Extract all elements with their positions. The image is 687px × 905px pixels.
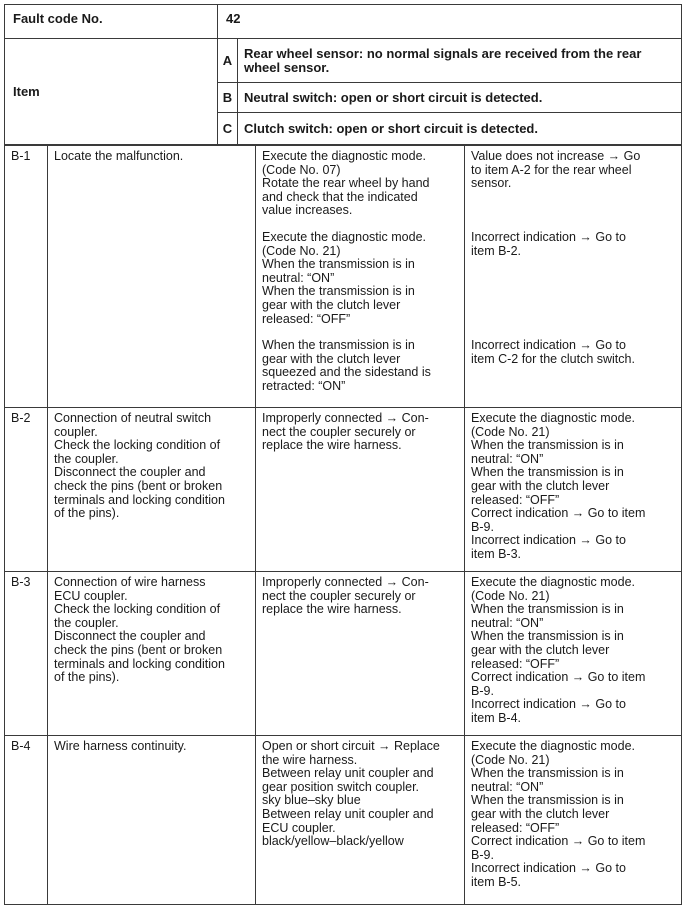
result-action-line: B-9. [471, 683, 494, 698]
item-c-line: Clutch switch: open or short circuit is detected. [244, 120, 538, 136]
description-line: of the pins). [54, 670, 120, 685]
check-procedure-line: value increases. [262, 203, 353, 218]
description-line: of the pins). [54, 506, 120, 521]
diagnostic-steps-table [4, 145, 682, 905]
result-action-block [471, 576, 675, 726]
item-description-c [238, 113, 682, 145]
result-action-block [471, 740, 675, 890]
result-action-line: item B-2. [471, 243, 522, 258]
check-procedure-block [262, 231, 458, 326]
description-line: coupler. [54, 424, 98, 439]
check-procedure-block [262, 576, 458, 617]
item-letter-b: B [218, 83, 238, 113]
step-code: B-2 [5, 408, 48, 572]
check-procedure-line: sky blue–sky blue [262, 793, 361, 808]
check-procedure [256, 572, 465, 736]
result-action [465, 146, 682, 408]
step-description [48, 146, 256, 408]
result-action-line: B-9. [471, 519, 494, 534]
check-procedure-block [262, 740, 458, 849]
description-line: Connection of neutral switch [54, 411, 212, 425]
result-action-line: sensor. [471, 176, 512, 191]
result-action-line: Incorrect indication → Go to [471, 230, 626, 244]
check-procedure-block [262, 412, 458, 453]
fault-code-header-table [4, 4, 682, 145]
check-procedure-line: gear with the clutch lever [262, 351, 401, 366]
result-action-block [471, 150, 675, 218]
description-line: Disconnect the coupler and [54, 465, 206, 480]
result-action-line: item C-2 for the clutch switch. [471, 351, 635, 366]
check-procedure-line: replace the wire harness. [262, 438, 402, 453]
result-action-block [471, 412, 675, 562]
result-action-block [471, 339, 675, 393]
step-code: B-3 [5, 572, 48, 736]
check-procedure-line: retracted: “ON” [262, 378, 346, 393]
description-line: check the pins (bent or broken [54, 642, 223, 657]
item-b-line: Neutral switch: open or short circuit is detected. [244, 89, 543, 105]
check-procedure-block [262, 150, 458, 218]
step-code: B-4 [5, 736, 48, 905]
result-action-line: Correct indication → Go to item [471, 834, 646, 849]
check-procedure-line: nect the coupler securely or [262, 588, 416, 603]
result-action-line: Incorrect indication → Go to [471, 533, 626, 548]
result-action-line: released: “OFF” [471, 492, 560, 507]
check-procedure-line: (Code No. 07) [262, 162, 341, 177]
result-action-line: to item A-2 for the rear wheel [471, 162, 632, 177]
result-action-line: When the transmission is in [471, 438, 624, 453]
step-description [48, 408, 256, 572]
check-procedure-line: Execute the diagnostic mode. [262, 229, 426, 244]
step-description [48, 572, 256, 736]
item-label: Item [5, 39, 218, 145]
check-procedure-line: gear with the clutch lever [262, 297, 401, 312]
result-action-line: (Code No. 21) [471, 752, 550, 767]
check-procedure-line: Rotate the rear wheel by hand [262, 176, 430, 191]
result-action-line: When the transmission is in [471, 602, 624, 617]
description-line: the coupler. [54, 451, 119, 466]
check-procedure-line: the wire harness. [262, 752, 358, 767]
check-procedure-line: (Code No. 21) [262, 243, 341, 258]
description-line: terminals and locking condition [54, 656, 225, 671]
result-action-line: released: “OFF” [471, 656, 560, 671]
result-action-line: Incorrect indication → Go to [471, 338, 626, 353]
check-procedure [256, 408, 465, 572]
table-row [5, 408, 682, 572]
description-line: Wire harness continuity. [54, 739, 187, 753]
step-code: B-1 [5, 146, 48, 408]
result-action-line: (Code No. 21) [471, 588, 550, 603]
step-description [48, 736, 256, 905]
result-action-line: Execute the diagnostic mode. [471, 739, 635, 753]
check-procedure-line: squeezed and the sidestand is [262, 365, 431, 380]
result-action-line: gear with the clutch lever [471, 478, 610, 493]
check-procedure-line: Improperly connected → Con- [262, 411, 429, 425]
result-action-line: (Code No. 21) [471, 424, 550, 439]
result-action-line: neutral: “ON” [471, 779, 544, 794]
result-action-line: item B-3. [471, 546, 522, 561]
check-procedure-line: gear position switch coupler. [262, 779, 420, 794]
result-action-line: Execute the diagnostic mode. [471, 575, 635, 589]
item-a-line: Rear wheel sensor: no normal signals are received from the rear [244, 45, 642, 61]
result-action-line: Correct indication → Go to item [471, 670, 646, 685]
fault-code-label: Fault code No. [5, 5, 218, 39]
result-action-line: Incorrect indication → Go to [471, 861, 626, 876]
check-procedure-line: nect the coupler securely or [262, 424, 416, 439]
check-procedure-line: ECU coupler. [262, 820, 336, 835]
description-line: the coupler. [54, 615, 119, 630]
result-action-line: item B-5. [471, 874, 522, 889]
check-procedure-line: Between relay unit coupler and [262, 806, 434, 821]
result-action [465, 408, 682, 572]
table-row [5, 572, 682, 736]
table-row [5, 146, 682, 408]
check-procedure-line: Open or short circuit → Replace [262, 739, 440, 753]
result-action-line: When the transmission is in [471, 629, 624, 644]
check-procedure-line: Between relay unit coupler and [262, 766, 434, 781]
check-procedure-line: and check that the indicated [262, 189, 418, 204]
result-action-line: When the transmission is in [471, 465, 624, 480]
result-action-line: When the transmission is in [471, 793, 624, 808]
check-procedure-line: replace the wire harness. [262, 602, 402, 617]
result-action-line: item B-4. [471, 710, 522, 725]
description-line: check the pins (bent or broken [54, 478, 223, 493]
check-procedure-line: When the transmission is in [262, 284, 415, 299]
item-description-a [238, 39, 682, 83]
result-action-line: Correct indication → Go to item [471, 506, 646, 521]
description-line: Check the locking condition of [54, 602, 221, 617]
check-procedure-line: When the transmission is in [262, 257, 415, 272]
result-action-line: neutral: “ON” [471, 615, 544, 630]
check-procedure-line: neutral: “ON” [262, 270, 335, 285]
description-line: terminals and locking condition [54, 492, 225, 507]
result-action-line: Incorrect indication → Go to [471, 697, 626, 712]
check-procedure-block [262, 339, 458, 393]
item-a-line: wheel sensor. [244, 59, 330, 75]
item-letter-c: C [218, 113, 238, 145]
result-action-block [471, 231, 675, 326]
check-procedure-line: Execute the diagnostic mode. [262, 149, 426, 163]
result-action-line: gear with the clutch lever [471, 806, 610, 821]
diagnostic-table-page [4, 4, 681, 905]
result-action-line: gear with the clutch lever [471, 642, 610, 657]
description-line: Disconnect the coupler and [54, 629, 206, 644]
check-procedure [256, 146, 465, 408]
result-action-line: released: “OFF” [471, 820, 560, 835]
description-line: ECU coupler. [54, 588, 128, 603]
description-line: Check the locking condition of [54, 438, 221, 453]
result-action-line: Execute the diagnostic mode. [471, 411, 635, 425]
result-action-line: B-9. [471, 847, 494, 862]
check-procedure-line: released: “OFF” [262, 311, 351, 326]
result-action-line: neutral: “ON” [471, 451, 544, 466]
result-action-line: Value does not increase → Go [471, 149, 641, 163]
check-procedure [256, 736, 465, 905]
item-description-b [238, 83, 682, 113]
check-procedure-line: When the transmission is in [262, 338, 415, 353]
fault-code-value: 42 [218, 5, 682, 39]
result-action [465, 572, 682, 736]
item-letter-a: A [218, 39, 238, 83]
description-line: Connection of wire harness [54, 575, 206, 589]
result-action [465, 736, 682, 905]
table-row [5, 736, 682, 905]
check-procedure-line: black/yellow–black/yellow [262, 834, 404, 849]
result-action-line: When the transmission is in [471, 766, 624, 781]
description-line: Locate the malfunction. [54, 149, 184, 163]
check-procedure-line: Improperly connected → Con- [262, 575, 429, 589]
